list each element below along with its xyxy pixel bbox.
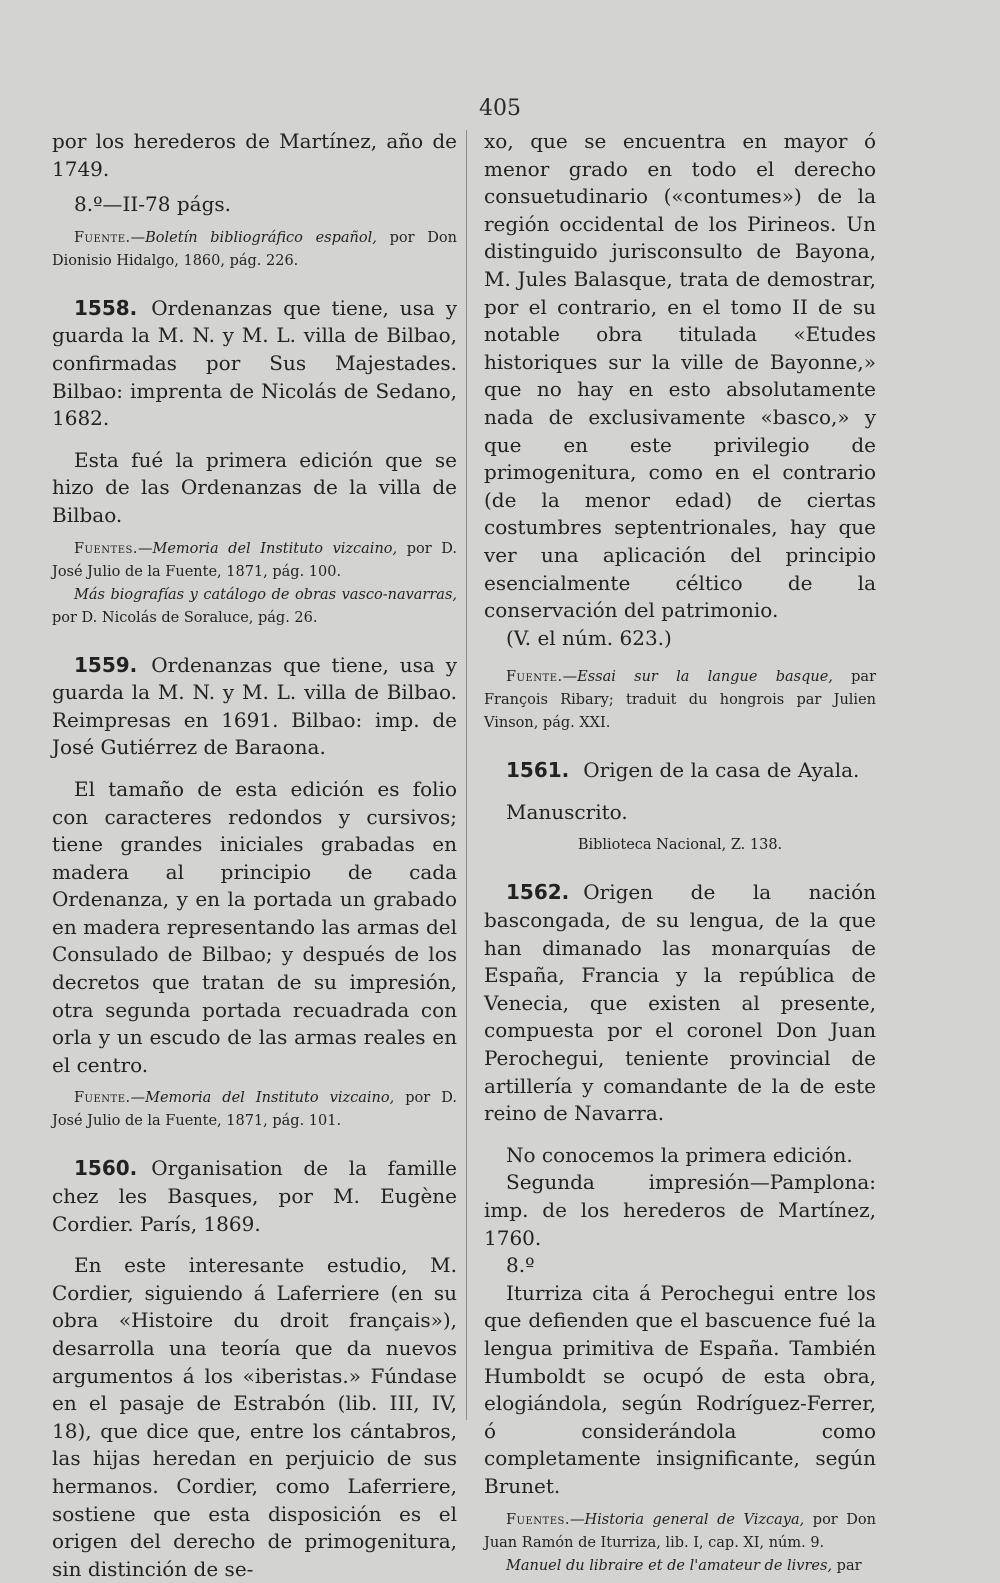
entry-number: 1559. — [74, 652, 138, 677]
entry-note: 8.º — [506, 1253, 535, 1278]
entry-title: 1562. Origen de la nación bascongada, de su lengua, de la que han dimanado las monarquías de España, Francia y la república de Venecia, que existen al presente, compuesta por el coronel Don Juan Perochegui, teniente provincial de artillería y comandante de la de este reino de Navarra. — [484, 880, 876, 1126]
entry-1559 — [52, 652, 457, 1134]
source-reference: Fuentes.—Memoria del Instituto vizcaino, por D. José Julio de la Fuente, 1871, pág. 100. — [52, 540, 457, 580]
entry-note: El tamaño de esta edición es folio con caracteres redondos y cursivos; tiene grandes iniciales grabadas en madera al principio de cada Ordenanza, y en la portada un grabado en madera representando las armas del Consulado de Bilbao; y después de los decretos que tratan de su impresión, otra segunda portada recuadrada con orla y un escudo de las armas reales en el centro. — [52, 776, 457, 1077]
source-reference: Fuente.—Essai sur la langue basque, par François Ribary; traduit du hongrois par Julien Vinson, pág. XXI. — [484, 669, 877, 732]
entry-note: Manuscrito. — [506, 799, 628, 824]
entry-1558 — [52, 295, 457, 630]
entry-number: 1558. — [74, 295, 138, 320]
source-reference: Más biografías y catálogo de obras vasco-navarras, por D. Nicolás de Soraluce, pág. 26. — [52, 586, 457, 626]
continued-text: xo, que se encuentra en mayor ó menor grado en todo el derecho consuetudinario («contumes») de la región occidental de los Pirineos. Un distinguido jurisconsulto de Bayona, M. Jules Balasque, trata de demostrar, por el contrario, en el tomo II de su notable obra titulada «Etudes historiques sur la ville de Bayonne,» que no hay en esto absolutamente nada de exclusivamente «basco,» y que en este privilegio de primogenitura, como en el contrario (de la menor edad) de ciertas costumbres septentrionales, hay que ver una aplicación del principio esencialmente céltico de la conservación del patrimonio. — [484, 129, 876, 623]
entry-title: 1559. Ordenanzas que tiene, usa y guarda la M. N. y M. L. villa de Bilbao. Reimpresas en 1691. Bilbao: imp. de José Gutiérrez de Baraona. — [52, 652, 457, 760]
right-column — [484, 128, 876, 1578]
entry-note: En este interesante estudio, M. Cordier, siguiendo á Laferriere (en su obra «Histoire du droit français»), desarrolla una teoría que da nuevos argumentos á los «iberistas.» Fúndase en el pasaje de Estrabón (lib. III, IV, 18), que dice que, entre los cántabros, las hijas heredan en perjuicio de sus hermanos. Cordier, como Laferriere, sostiene que esta disposición es el origen del derecho de primogenitura, sin distinción de se- — [52, 1253, 457, 1581]
entry-number: 1560. — [74, 1156, 138, 1181]
entry-number: 1562. — [506, 880, 570, 905]
entry-1560 — [52, 1155, 457, 1583]
cross-reference: (V. el núm. 623.) — [506, 625, 672, 650]
entry-note: Esta fué la primera edición que se hizo de las Ordenanzas de la villa de Bilbao. — [52, 447, 457, 527]
entry-title: 1558. Ordenanzas que tiene, usa y guarda la M. N. y M. L. villa de Bilbao, confirmadas por Sus Majestades. Bilbao: imprenta de Nicolás de Sedano, 1682. — [52, 295, 457, 431]
format-line: 8.º—II-78 págs. — [74, 192, 232, 217]
entry-title: 1561. Origen de la casa de Ayala. — [506, 758, 860, 783]
entry-1562 — [484, 879, 876, 1577]
entry-title: 1560. Organisation de la famille chez les Basques, por M. Eugène Cordier. París, 1869. — [52, 1156, 457, 1236]
entry-1561 — [484, 757, 876, 857]
continued-text: por los herederos de Martínez, año de 1749. — [52, 129, 457, 181]
page-number: 405 — [479, 96, 521, 121]
left-column — [52, 128, 457, 1583]
column-divider — [466, 130, 467, 1420]
entry-note: No conocemos la primera edición. — [506, 1142, 853, 1167]
entry-number: 1561. — [506, 758, 570, 783]
source-reference: Fuentes.—Historia general de Vizcaya, por Don Juan Ramón de Iturriza, lib. I, cap. XI, núm. 9. — [484, 1511, 877, 1551]
source-reference: Fuente.—Memoria del Instituto vizcaino, por D. José Julio de la Fuente, 1871, pág. 101. — [52, 1090, 457, 1130]
library-location: Biblioteca Nacional, Z. 138. — [577, 837, 783, 854]
entry-note: Segunda impresión—Pamplona: imp. de los herederos de Martínez, 1760. — [484, 1170, 876, 1250]
entry-note: Iturriza cita á Perochegui entre los que defienden que el bascuence fué la lengua primitiva de España. También Humboldt se ocupó de esta obra, elogiándola, según Rodríguez-Ferrer, ó considerándola como completamente insignificante, según Brunet. — [484, 1280, 876, 1498]
source-reference: Manuel du libraire et de l'amateur de livres, par — [506, 1557, 862, 1574]
source-reference: Fuente.—Boletín bibliográfico español, por Don Dionisio Hidalgo, 1860, pág. 226. — [52, 229, 457, 269]
